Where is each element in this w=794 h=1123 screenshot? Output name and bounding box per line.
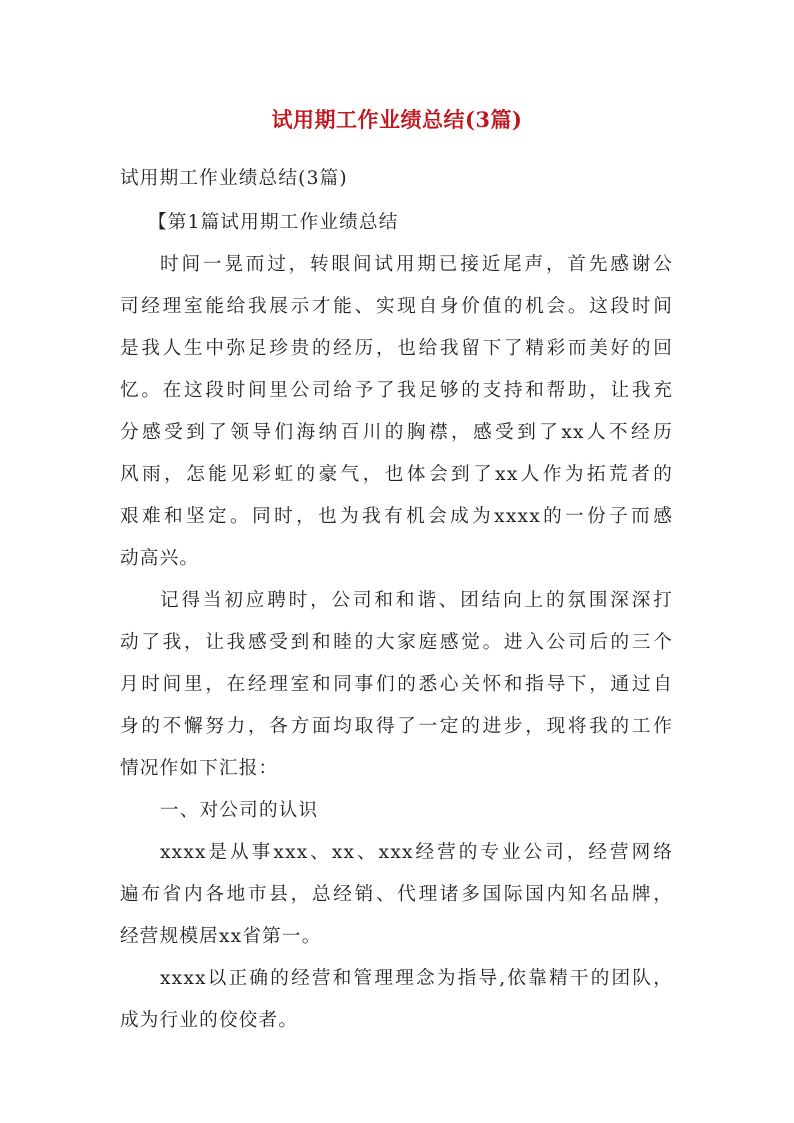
paragraph-line: 记得当初应聘时，公司和和谐、团结向上的氛围深深打 <box>160 590 673 611</box>
paragraph-line: 经营规模居xx省第一。 <box>120 926 322 947</box>
subtitle-line: 试用期工作业绩总结(3篇) <box>120 168 348 189</box>
paragraph-line: 时间一晃而过，转眼间试用期已接近尾声，首先感谢公 <box>160 254 673 275</box>
paragraph-line: 风雨，怎能见彩虹的豪气，也体会到了xx人作为拓荒者的 <box>120 464 673 485</box>
paragraph-line: 动了我，让我感受到和睦的大家庭感觉。进入公司后的三个 <box>120 632 673 653</box>
paragraph-line: 遍布省内各地市县，总经销、代理诸多国际国内知名品牌， <box>120 884 673 905</box>
paragraph-line: 艰难和坚定。同时，也为我有机会成为xxxx的一份子而感 <box>120 506 673 527</box>
paragraph-line: 身的不懈努力，各方面均取得了一定的进步，现将我的工作 <box>120 716 673 737</box>
paragraph-line: 分感受到了领导们海纳百川的胸襟，感受到了xx人不经历 <box>120 422 673 443</box>
paragraph-line: 司经理室能给我展示才能、实现自身价值的机会。这段时间 <box>120 296 673 317</box>
paragraph-line: 月时间里，在经理室和同事们的悉心关怀和指导下，通过自 <box>120 674 673 695</box>
paragraph-line: 忆。在这段时间里公司给予了我足够的支持和帮助，让我充 <box>120 380 673 401</box>
paragraph-line: 成为行业的佼佼者。 <box>120 1010 299 1031</box>
paragraph-line: xxxx以正确的经营和管理理念为指导,依靠精干的团队， <box>160 968 673 989</box>
section-subheading: 一、对公司的认识 <box>160 800 319 821</box>
paragraph-line: 动高兴。 <box>120 548 200 569</box>
paragraph-line: 情况作如下汇报： <box>120 758 279 779</box>
paragraph-line: xxxx是从事xxx、xx、xxx经营的专业公司，经营网络 <box>160 842 673 863</box>
section-heading: 【第1篇试用期工作业绩总结 <box>148 212 399 233</box>
paragraph-line: 是我人生中弥足珍贵的经历，也给我留下了精彩而美好的回 <box>120 338 673 359</box>
document-title: 试用期工作业绩总结(3篇) <box>271 107 523 132</box>
